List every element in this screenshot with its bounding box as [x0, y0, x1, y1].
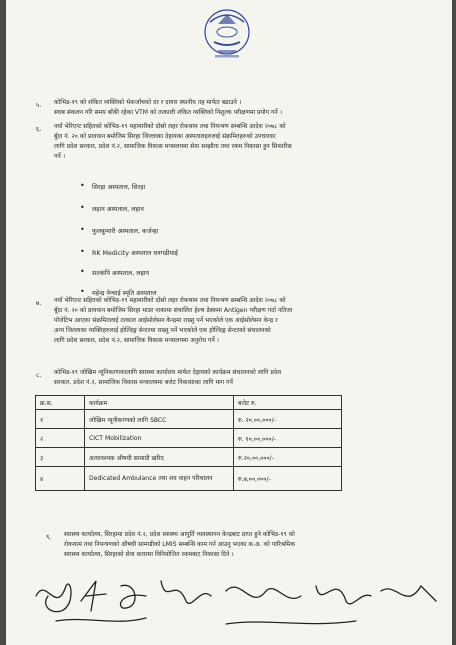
item-number: ७.: [36, 300, 42, 307]
item-text-line: कोभिड-१९ को शंकित व्यक्तिको भेकजाँचको दर र दायरा स्थानीय तह मार्फत बढाउने ।: [54, 99, 242, 106]
item-text-line: नयाँ भेरिएन्ट सहितको कोभिड-१९ महामारीको दोस्रो लहर रोकथाम तथा नियन्त्रण सम्बन्धि आदेश २०७८ को: [54, 123, 286, 130]
item-text-line: नयाँ भेरिएन्ट सहितको कोभिड-१९ महामारीको दोस्रो लहर रोकथाम तथा नियन्त्रण सम्बन्धि आदेश २०७८ को: [54, 297, 286, 304]
table-cell: Dedicated Ambulance तथा शव वाहन परिचालन: [85, 467, 234, 491]
column-header: कार्यक्रम: [85, 396, 234, 410]
table-cell: ३: [36, 448, 85, 467]
item-number: ६.: [36, 126, 42, 133]
item-text-line: स्वाब संकलन गरि समय बाँकी रहेका VTM को तत्काली शंकित व्यक्तिको निशुल्क परीक्षणमा प्रयोग गर्ने ।: [54, 109, 283, 116]
table-cell: २: [36, 429, 85, 448]
table-cell: ४: [36, 467, 85, 491]
hospital-list-item: • RK Medicity अस्पताल धनगढीमाई: [92, 248, 178, 257]
item-number: ८.: [36, 372, 42, 379]
item-text-line: लागि प्रदेश सरकार, प्रदेश नं.२, सामाजिक विकास मन्त्रालयमा अनुरोध गर्ने ।: [54, 337, 219, 344]
government-seal-icon: [196, 4, 258, 66]
table-header-row: [36, 396, 342, 410]
column-header: बजेट रु.: [234, 396, 342, 410]
table-cell: जोखिम न्यूनीकरणको लागि SBCC: [85, 410, 234, 429]
item-number: ५.: [36, 102, 42, 109]
table-cell: अत्यावश्यक औषधी सामाग्री खरिद: [85, 448, 234, 467]
table-cell: १: [36, 410, 85, 429]
item-text-line: बुँदा नं. २० को प्रावधान बमोजिम सिरहा जिल्लाका देहायका अस्पतालहरुलाई संक्रमितहरुको उपचारका: [54, 133, 276, 140]
item-text-line: स्वास्थ्य कार्यालय, सिरहाको सेवा करारमा विनियोजित रकमबाट निकासा दिने ।: [64, 551, 234, 558]
document-page: [6, 0, 452, 645]
table-row: [36, 410, 342, 429]
table-cell: रु. २०,००,०००/-: [234, 410, 342, 429]
budget-table: [35, 395, 342, 491]
hospital-list-item: • महेन्द्र नेन्चाई स्मृति अस्पताल: [92, 288, 156, 297]
item-number: ९.: [46, 534, 52, 541]
item-text-line: गर्ने ।: [54, 153, 66, 160]
item-text-line: सरकार, प्रदेश नं.२, सामाजिक विकास मन्त्रालयमा बजेट निकासाका लागि माग गर्ने: [54, 379, 233, 386]
table-row: [36, 467, 342, 491]
table-row: [36, 429, 342, 448]
table-cell: रु.७,००,०००/-: [234, 467, 342, 491]
table-cell: रु.२०,००,०००/-: [234, 448, 342, 467]
item-text-line: कोभिड-१९ जोखिम न्यूनिकरणकालागि स्वास्थ्य कार्यालय मार्फत देहायको कार्यक्रम संचालनको लागि प्रदेश: [54, 369, 282, 376]
hospital-list-item: • फुलकुमारी अस्पताल, कर्जन्हा: [92, 226, 158, 235]
column-header: क्र.स.: [36, 396, 85, 410]
item-text-line: रोकथाम तथा नियन्त्रणको औषधी सामाग्रीको LMIS सम्बन्धि काम गर्न आउनु भएका क.अ. को पारिश्रमिक: [64, 541, 296, 548]
item-text-line: बुँदा नं. २० को प्रावधान बमोजिम सिरहा माडर नाकामा संचालित हेल्थ डेस्कमा Antigen परीक्षण गर्दा नतिजा: [54, 307, 293, 314]
table-cell: रु. १०,००,०००/-: [234, 429, 342, 448]
item-text-line: स्वास्थ्य कार्यालय, सिरहामा प्रदेश नं.२, प्रदेश स्वास्थ्य आपूर्ति व्यवस्थापन केन्द्रबाट प्राप्त हुने कोभिड-१९ को: [64, 531, 295, 538]
hospital-list-item: • सतकंपि अस्पताल, लहान: [92, 268, 149, 277]
table-cell: CICT Mobilization: [85, 429, 234, 448]
item-text-line: अन्य जिल्लाका व्यक्तिहरुलाई होल्डिङ्ग सेन्टरमा राख्नु पर्ने भएकोले एक होल्डिङ्ग सेन्टरको संचालनको: [54, 327, 271, 334]
table-row: [36, 448, 342, 467]
hospital-list-item: • सिरहा अस्पताल, सिरहा: [92, 182, 145, 191]
hospital-list-item: • लहान अस्पताल, लहान: [92, 204, 144, 213]
signatures-image: [26, 566, 446, 636]
item-text-line: लागि प्रदेश सरकार, प्रदेश नं.२, सामाजिक विकास मन्त्रालयमा सेवा सम्झौता तथा रकम निकासा हुन सिफारिस: [54, 143, 292, 150]
item-text-line: पोजेटिभ आएका संक्रमितलाई तत्काल आईसोलेसन केन्द्रमा राख्नु पर्ने भएकोले एक आईसोलेसन केन्द्र र: [54, 317, 278, 324]
